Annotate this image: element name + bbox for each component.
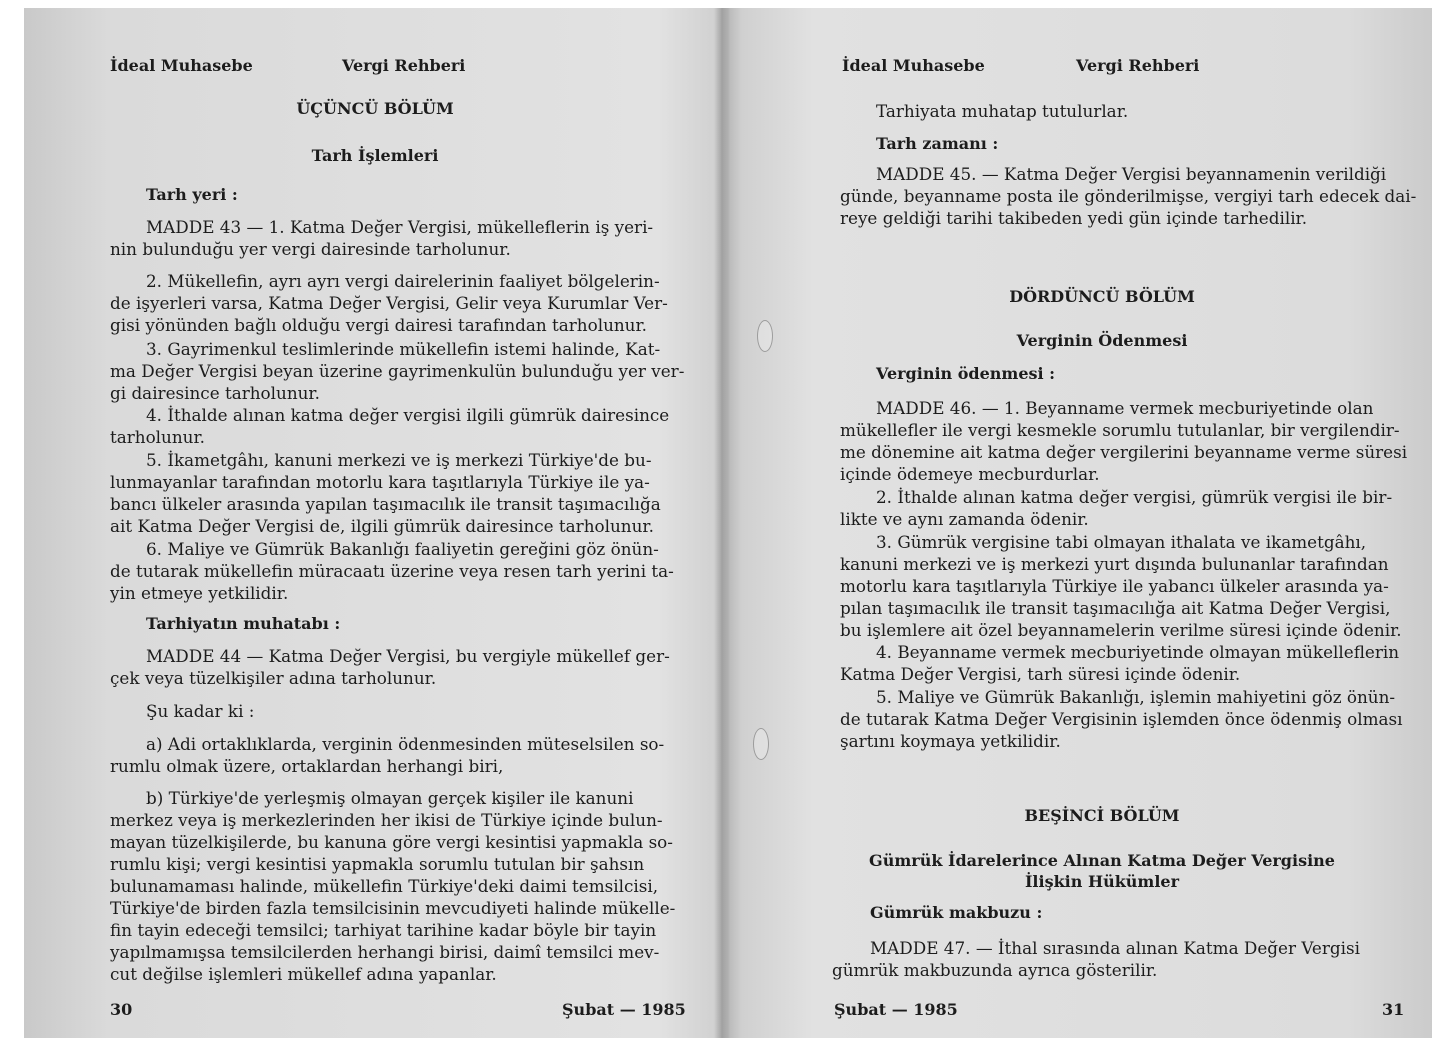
footer-date: Şubat — 1985	[834, 1000, 958, 1019]
text-line: gi dairesince tarholunur.	[110, 383, 320, 403]
text-line: çek veya tüzelkişiler adına tarholunur.	[110, 668, 437, 688]
header-publication: İdeal Muhasebe	[110, 56, 253, 75]
text-line: Şu kadar ki :	[146, 701, 255, 721]
text-line: ait Katma Değer Vergisi de, ilgili gümrük dairesince tarholunur.	[110, 516, 654, 536]
footer-date: Şubat — 1985	[562, 1000, 686, 1019]
text-line: likte ve aynı zamanda ödenir.	[840, 509, 1089, 529]
text-line: MADDE 43 — 1. Katma Değer Vergisi, mükelleflerin iş yeri-	[146, 217, 654, 237]
text-line: de tutarak mükellefin müracaatı üzerine veya resen tarh yerini ta-	[110, 561, 674, 581]
text-line: ma Değer Vergisi beyan üzerine gayrimenkulün bulunduğu yer ver-	[110, 361, 685, 381]
text-line: MADDE 47. — İthal sırasında alınan Katma Değer Vergisi	[870, 938, 1360, 958]
text-line: yin etmeye yetkilidir.	[110, 583, 289, 603]
text-line: a) Adi ortaklıklarda, verginin ödenmesinden müteselsilen so-	[146, 734, 665, 754]
section-title: ÜÇÜNCÜ BÖLÜM	[296, 99, 454, 118]
text-line: mayan tüzelkişilerde, bu kanuna göre vergi kesintisi yapmakla so-	[110, 832, 673, 852]
text-line: pılan taşımacılık ile transit taşımacılığa ait Katma Değer Vergisi,	[840, 598, 1391, 618]
text-line: reye geldiği tarihi takibeden yedi gün içinde tarhedilir.	[840, 208, 1308, 228]
book-spread	[24, 8, 1432, 1038]
text-line: lunmayanlar tarafından motorlu kara taşıtlarıyla Türkiye ile ya-	[110, 472, 650, 492]
text-line: 3. Gümrük vergisine tabi olmayan ithalata ve ikametgâhı,	[876, 532, 1367, 552]
text-line: MADDE 45. — Katma Değer Vergisi beyannamenin verildiği	[876, 164, 1387, 184]
text-line: gisi yönünden bağlı olduğu vergi dairesi tarafından tarholunur.	[110, 315, 647, 335]
text-line: 6. Maliye ve Gümrük Bakanlığı faaliyetin gereğini göz önün-	[146, 539, 659, 559]
header-title: Vergi Rehberi	[1076, 56, 1200, 75]
text-line: bulunamaması halinde, mükellefin Türkiye'deki daimi temsilcisi,	[110, 876, 659, 896]
text-line: tarholunur.	[110, 427, 205, 447]
text-line: me dönemine ait katma değer vergilerini beyanname verme süresi	[840, 442, 1408, 462]
section-subtitle: Verginin Ödenmesi	[1016, 331, 1188, 350]
text-line: merkez veya iş merkezlerinden her ikisi de Türkiye içinde bulun-	[110, 810, 663, 830]
section-title: BEŞİNCİ BÖLÜM	[1024, 806, 1180, 825]
header-publication: İdeal Muhasebe	[842, 56, 985, 75]
heading-gumruk-makbuzu: Gümrük makbuzu :	[870, 903, 1043, 922]
text-line: nin bulunduğu yer vergi dairesinde tarholunur.	[110, 239, 511, 259]
text-line: 3. Gayrimenkul teslimlerinde mükellefin istemi halinde, Kat-	[146, 339, 661, 359]
text-line: Türkiye'de birden fazla temsilcisinin mevcudiyeti halinde mükelle-	[110, 898, 676, 918]
text-line: Katma Değer Vergisi, tarh süresi içinde ödenir.	[840, 664, 1241, 684]
text-line: 5. Maliye ve Gümrük Bakanlığı, işlemin mahiyetini göz önün-	[876, 687, 1396, 707]
text-line: 2. Mükellefin, ayrı ayrı vergi dairelerinin faaliyet bölgelerin-	[146, 271, 660, 291]
heading-tarh-zamani: Tarh zamanı :	[876, 134, 999, 153]
text-line: MADDE 44 — Katma Değer Vergisi, bu vergiyle mükellef ger-	[146, 646, 670, 666]
section-title: DÖRDÜNCÜ BÖLÜM	[1009, 287, 1195, 306]
text-line: de tutarak Katma Değer Vergisinin işlemden önce ödenmiş olması	[840, 709, 1403, 729]
text-line: bu işlemlere ait özel beyannamelerin verilme süresi içinde ödenir.	[840, 620, 1402, 640]
text-line: bancı ülkeler arasında yapılan taşımacılık ile transit taşımacılığa	[110, 494, 661, 514]
text-line: cut değilse işlemleri mükellef adına yapanlar.	[110, 964, 497, 984]
text-line: mükellefler ile vergi kesmekle sorumlu tutulanlar, bir vergilendir-	[840, 420, 1400, 440]
text-line: 4. Beyanname vermek mecburiyetinde olmayan mükelleflerin	[876, 642, 1400, 662]
text-line: yapılmamışsa temsilcilerden herhangi birisi, daimî temsilci mev-	[110, 942, 660, 962]
text-line: 2. İthalde alınan katma değer vergisi, gümrük vergisi ile bir-	[876, 487, 1393, 507]
page-number: 31	[1382, 1000, 1405, 1019]
text-line: rumlu olmak üzere, ortaklardan herhangi biri,	[110, 756, 504, 776]
section-subtitle: Gümrük İdarelerince Alınan Katma Değer Vergisine	[869, 851, 1335, 870]
section-subtitle: Tarh İşlemleri	[311, 146, 439, 165]
section-subtitle-continued: İlişkin Hükümler	[1024, 872, 1180, 891]
text-line: kanuni merkezi ve iş merkezi yurt dışında bulunanlar tarafından	[840, 554, 1389, 574]
left-page	[24, 8, 720, 1038]
text-line: b) Türkiye'de yerleşmiş olmayan gerçek kişiler ile kanuni	[146, 788, 634, 808]
text-line: Tarhiyata muhatap tutulurlar.	[876, 101, 1129, 121]
text-line: de işyerleri varsa, Katma Değer Vergisi, Gelir veya Kurumlar Ver-	[110, 293, 668, 313]
text-line: motorlu kara taşıtlarıyla Türkiye ile yabancı ülkeler arasında ya-	[840, 576, 1389, 596]
text-line: 5. İkametgâhı, kanuni merkezi ve iş merkezi Türkiye'de bu-	[146, 450, 652, 470]
heading-verginin-odenmesi: Verginin ödenmesi :	[876, 364, 1056, 383]
text-line: fin tayin edeceği temsilci; tarhiyat tarihine kadar böyle bir tayin	[110, 920, 657, 940]
page-number: 30	[110, 1000, 133, 1019]
heading-tarh-yeri: Tarh yeri :	[146, 185, 238, 204]
heading-tarhiyat-muhatabi: Tarhiyatın muhatabı :	[146, 614, 341, 633]
text-line: rumlu kişi; vergi kesintisi yapmakla sorumlu tutulan bir şahsın	[110, 854, 645, 874]
text-line: günde, beyanname posta ile gönderilmişse, vergiyi tarh edecek dai-	[840, 186, 1417, 206]
text-line: şartını koymaya yetkilidir.	[840, 731, 1061, 751]
right-page	[728, 8, 1432, 1038]
text-line: gümrük makbuzunda ayrıca gösterilir.	[832, 960, 1158, 980]
header-title: Vergi Rehberi	[342, 56, 466, 75]
text-line: 4. İthalde alınan katma değer vergisi ilgili gümrük dairesince	[146, 405, 670, 425]
text-line: MADDE 46. — 1. Beyanname vermek mecburiyetinde olan	[876, 398, 1374, 418]
text-line: içinde ödemeye mecburdurlar.	[840, 464, 1100, 484]
